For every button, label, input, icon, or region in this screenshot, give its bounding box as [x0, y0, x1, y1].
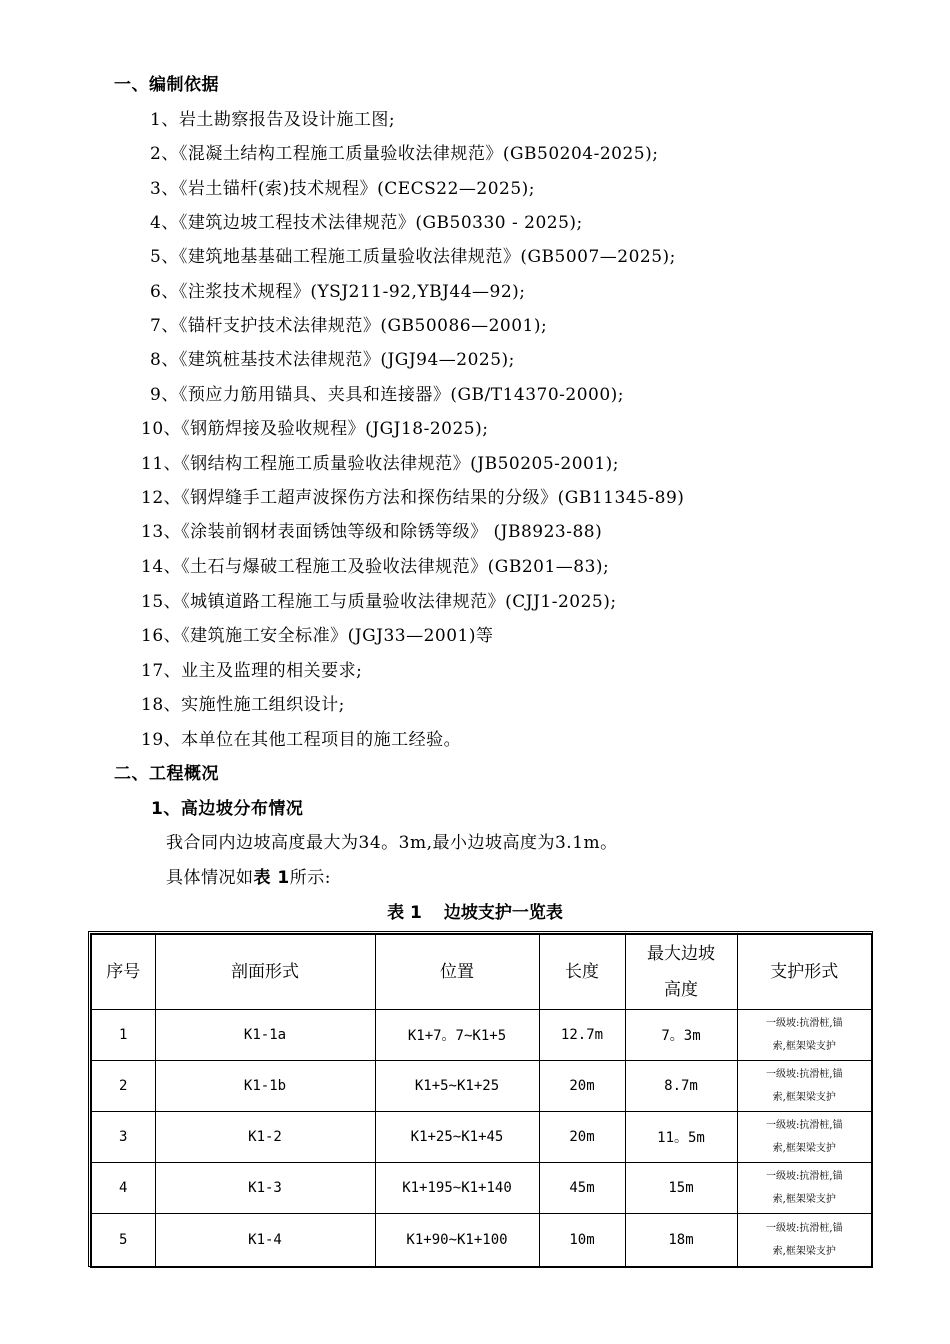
cell-location: K1+5~K1+25: [375, 1061, 539, 1112]
support-line-2: 索,框架梁支护: [772, 1092, 836, 1103]
reference-item-16: 16、《建筑施工安全标准》(JGJ33—2001)等: [141, 626, 494, 646]
support-line-2: 索,框架梁支护: [772, 1041, 836, 1052]
support-line-2: 索,框架梁支护: [772, 1143, 836, 1154]
support-line-1: 一级坡:抗滑桩,锚: [765, 1120, 843, 1131]
cell-location: K1+7。7~K1+5: [375, 1010, 539, 1061]
table-reference-suffix: 所示:: [289, 868, 331, 888]
reference-item-12: 12、《钢焊缝手工超声波探伤方法和探伤结果的分级》(GB11345-89): [141, 488, 685, 508]
support-line-2: 索,框架梁支护: [772, 1194, 836, 1205]
cell-length: 20m: [539, 1112, 625, 1163]
cell-section-form: K1-1a: [155, 1010, 375, 1061]
cell-seq: 3: [91, 1112, 155, 1163]
reference-item-9: 9、《预应力筋用锚具、夹具和连接器》(GB/T14370-2000);: [150, 385, 625, 405]
header-max-height-line2: 高度: [664, 980, 698, 1000]
reference-item-11: 11、《钢结构工程施工质量验收法律规范》(JB50205-2001);: [141, 454, 620, 474]
cell-section-form: K1-4: [155, 1214, 375, 1268]
reference-item-2: 2、《混凝土结构工程施工质量验收法律规范》(GB50204-2025);: [150, 144, 659, 164]
cell-seq: 1: [91, 1010, 155, 1061]
table-header-row: [91, 934, 872, 1010]
table-row: [91, 1112, 872, 1163]
table-row: [91, 1163, 872, 1214]
header-seq: 序号: [91, 934, 155, 1010]
table-caption-title: 边坡支护一览表: [443, 903, 563, 923]
reference-item-13: 13、《涂装前钢材表面锈蚀等级和除锈等级》 (JB8923-88): [141, 522, 603, 542]
table-row: [91, 1010, 872, 1061]
cell-support-form: [737, 1163, 872, 1214]
section-title-overview: 二、工程概况: [114, 764, 219, 784]
overview-paragraph: 我合同内边坡高度最大为34。3m,最小边坡高度为3.1m。: [166, 833, 618, 853]
reference-item-8: 8、《建筑桩基技术法律规范》(JGJ94—2025);: [150, 350, 515, 370]
header-support-form: 支护形式: [737, 934, 872, 1010]
support-line-1: 一级坡:抗滑桩,锚: [765, 1069, 843, 1080]
header-length: 长度: [539, 934, 625, 1010]
cell-support-form: [737, 1112, 872, 1163]
reference-item-18: 18、实施性施工组织设计;: [141, 695, 345, 715]
table-row: [91, 1061, 872, 1112]
cell-support-form: [737, 1061, 872, 1112]
reference-item-3: 3、《岩土锚杆(索)技术规程》(CECS22—2025);: [150, 179, 536, 199]
reference-item-17: 17、业主及监理的相关要求;: [141, 661, 363, 681]
cell-support-form: [737, 1010, 872, 1061]
table-row: [91, 1214, 872, 1268]
reference-item-6: 6、《注浆技术规程》(YSJ211-92,YBJ44—92);: [150, 282, 526, 302]
cell-section-form: K1-1b: [155, 1061, 375, 1112]
cell-seq: 2: [91, 1061, 155, 1112]
header-section-form: 剖面形式: [155, 934, 375, 1010]
reference-item-7: 7、《锚杆支护技术法律规范》(GB50086—2001);: [150, 316, 548, 336]
reference-item-19: 19、本单位在其他工程项目的施工经验。: [141, 730, 462, 750]
cell-section-form: K1-3: [155, 1163, 375, 1214]
reference-item-15: 15、《城镇道路工程施工与质量验收法律规范》(CJJ1-2025);: [141, 592, 617, 612]
table-reference-paragraph: [166, 867, 331, 889]
table-reference-prefix: 具体情况如: [166, 868, 254, 888]
cell-max-height: 7。3m: [625, 1010, 737, 1061]
reference-item-10: 10、《钢筋焊接及验收规程》(JGJ18-2025);: [141, 419, 489, 439]
support-line-1: 一级坡:抗滑桩,锚: [765, 1018, 843, 1029]
cell-seq: 5: [91, 1214, 155, 1268]
cell-location: K1+25~K1+45: [375, 1112, 539, 1163]
cell-length: 45m: [539, 1163, 625, 1214]
cell-max-height: 8.7m: [625, 1061, 737, 1112]
cell-location: K1+90~K1+100: [375, 1214, 539, 1268]
cell-location: K1+195~K1+140: [375, 1163, 539, 1214]
support-line-1: 一级坡:抗滑桩,锚: [765, 1223, 843, 1234]
subsection-title-slope-distribution: 1、高边坡分布情况: [151, 799, 304, 819]
cell-max-height: 18m: [625, 1214, 737, 1268]
header-max-height-line1: 最大边坡: [647, 944, 715, 964]
section-title-basis: 一、编制依据: [114, 75, 219, 95]
cell-length: 10m: [539, 1214, 625, 1268]
reference-item-4: 4、《建筑边坡工程技术法律规范》(GB50330 - 2025);: [150, 213, 583, 233]
header-location: 位置: [375, 934, 539, 1010]
table-reference-link-text: 表 1: [253, 868, 290, 888]
reference-item-14: 14、《土石与爆破工程施工及验收法律规范》(GB201—83);: [141, 557, 610, 577]
slope-support-table: [90, 933, 873, 1268]
cell-length: 20m: [539, 1061, 625, 1112]
table-caption: [0, 902, 950, 924]
cell-section-form: K1-2: [155, 1112, 375, 1163]
header-max-height: [625, 934, 737, 1010]
cell-seq: 4: [91, 1163, 155, 1214]
support-line-1: 一级坡:抗滑桩,锚: [765, 1171, 843, 1182]
cell-length: 12.7m: [539, 1010, 625, 1061]
cell-max-height: 15m: [625, 1163, 737, 1214]
reference-item-5: 5、《建筑地基基础工程施工质量验收法律规范》(GB5007—2025);: [150, 247, 676, 267]
table-caption-number: 表 1: [387, 903, 422, 923]
cell-max-height: 11。5m: [625, 1112, 737, 1163]
cell-support-form: [737, 1214, 872, 1268]
reference-item-1: 1、岩土勘察报告及设计施工图;: [150, 110, 396, 130]
support-line-2: 索,框架梁支护: [772, 1246, 836, 1257]
